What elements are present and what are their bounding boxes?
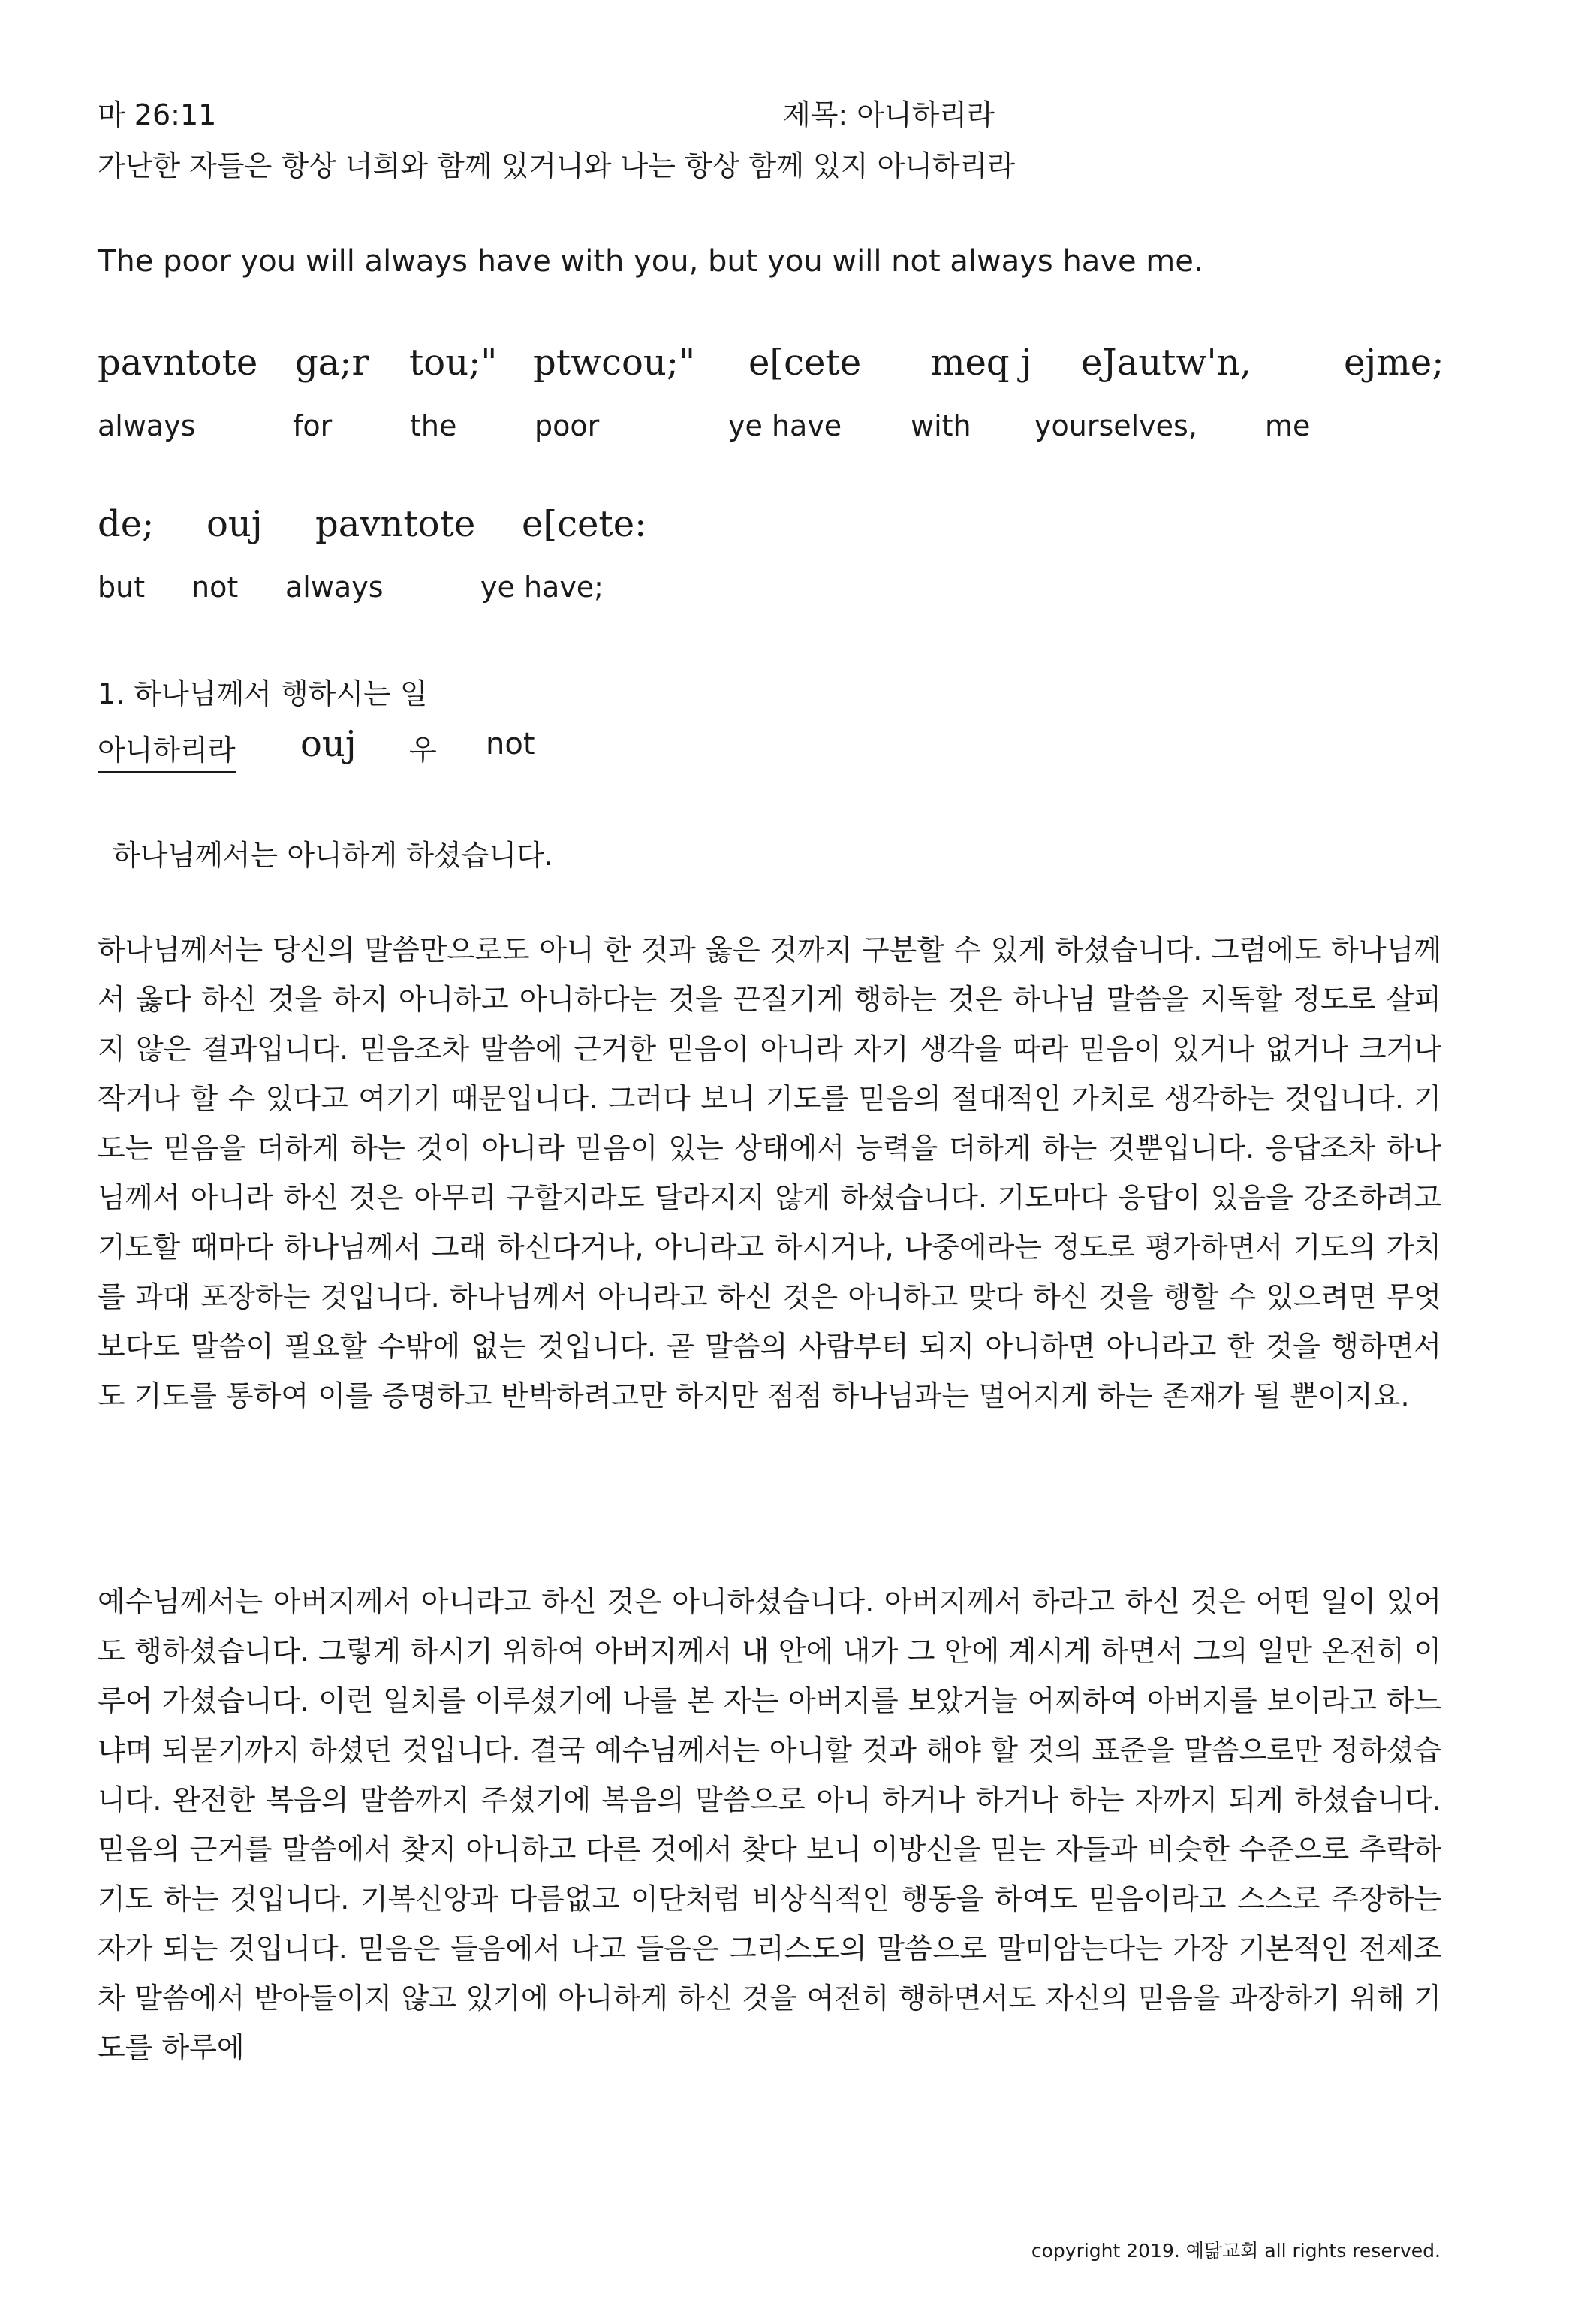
keyword-greek: ouj — [300, 723, 357, 765]
gloss-word: the — [410, 409, 457, 442]
greek-word: eJautw'n, — [1081, 342, 1251, 384]
gloss-word: ye have — [728, 409, 842, 442]
gloss-word: for — [293, 409, 333, 442]
greek-word: pavntote — [315, 503, 476, 545]
greek-word: e[cete: — [522, 503, 647, 545]
section-heading: 1. 하나님께서 행하시는 일 — [98, 677, 428, 710]
gloss-word: not — [191, 571, 239, 604]
greek-word: ptwcou;" — [533, 342, 696, 384]
keyword-english: not — [486, 727, 535, 761]
keyword-pronunciation: 우 — [409, 734, 437, 767]
greek-word: de; — [98, 503, 155, 545]
scripture-reference: 마 26:11 — [98, 98, 217, 131]
gloss-word: with — [911, 409, 971, 442]
sermon-title: 제목: 아니하리라 — [783, 98, 995, 131]
gloss-word: yourselves, — [1034, 409, 1197, 442]
gloss-word: always — [98, 409, 196, 442]
greek-word: ga;r — [295, 342, 369, 384]
greek-word: pavntote — [98, 342, 258, 384]
copyright-footer: copyright 2019. 예닮교회 all rights reserved. — [1031, 2240, 1441, 2262]
body-paragraph: 하나님께서는 당신의 말씀만으로도 아니 한 것과 옳은 것까지 구분할 수 있게 하셨습니다. 그럼에도 하나님께서 옳다 하신 것을 하지 아니하고 아니하다는 것을 끈질기게 행하는 것은 하나님 말씀을 지독할 정도로 살피지 않은 결과입니다. 믿음조차 말씀에 근거한 믿음이 아니라 자기 생각을 따라 믿음이 있거나 없거나 크거나 작거나 할 수 있다고 여기기 때문입니다. 그러다 보니 기도를 믿음의 절대적인 가치로 생각하는 것입니다. 기도는 믿음을 더하게 하는 것이 아니라 믿음이 있는 상태에서 능력을 더하게 하는 것뿐입니다. 응답조차 하나님께서 아니라 하신 것은 아무리 구할지라도 달라지지 않게 하셨습니다. 기도마다 응답이 있음을 강조하려고 기도할 때마다 하나님께서 그래 하신다거나, 아니라고 하시거나, 나중에라는 정도로 평가하면서 기도의 가치를 과대 포장하는 것입니다. 하나님께서 아니라고 하신 것은 아니하고 맞다 하신 것을 행할 수 있으려면 무엇보다도 말씀이 필요할 수밖에 없는 것입니다. 곧 말씀의 사람부터 되지 아니하면 아니라고 한 것을 행하면서도 기도를 통하여 이를 증명하고 반박하려고만 하지만 점점 하나님과는 멀어지게 하는 존재가 될 뿐이지요. — [98, 933, 1441, 1412]
gloss-word: always — [285, 571, 384, 604]
gloss-word: me — [1265, 409, 1311, 442]
gloss-word: ye have; — [480, 571, 604, 604]
verse-korean: 가난한 자들은 항상 너희와 함께 있거니와 나는 항상 함께 있지 아니하리라 — [98, 149, 1016, 182]
gloss-word: but — [98, 571, 146, 604]
body-paragraph: 예수님께서는 아버지께서 아니라고 하신 것은 아니하셨습니다. 아버지께서 하라고 하신 것은 어떤 일이 있어도 행하셨습니다. 그렇게 하시기 위하여 아버지께서 내 안에 내가 그 안에 계시게 하면서 그의 일만 온전히 이루어 가셨습니다. 이런 일치를 이루셨기에 나를 본 자는 아버지를 보았거늘 어찌하여 아버지를 보이라고 하느냐며 되묻기까지 하셨던 것입니다. 결국 예수님께서는 아니할 것과 해야 할 것의 표준을 말씀으로만 정하셨습니다. 완전한 복음의 말씀까지 주셨기에 복음의 말씀으로 아니 하거나 하거나 하는 자까지 되게 하셨습니다. 믿음의 근거를 말씀에서 찾지 아니하고 다른 것에서 찾다 보니 이방신을 믿는 자들과 비슷한 수준으로 추락하기도 하는 것입니다. 기복신앙과 다름없고 이단처럼 비상식적인 행동을 하여도 믿음이라고 스스로 주장하는 자가 되는 것입니다. 믿음은 들음에서 나고 들음은 그리스도의 말씀으로 말미암는다는 가장 기본적인 전제조차 말씀에서 받아들이지 않고 있기에 아니하게 하신 것을 여전히 행하면서도 자신의 믿음을 과장하기 위해 기도를 하루에 — [98, 1585, 1441, 2064]
greek-word: meq j — [931, 342, 1032, 384]
greek-word: ejme; — [1344, 342, 1444, 384]
intro-sentence: 하나님께서는 아니하게 하셨습니다. — [113, 839, 553, 872]
verse-english: The poor you will always have with you, but you will not always have me. — [98, 244, 1203, 279]
greek-word: tou;" — [409, 342, 498, 384]
greek-word: ouj — [206, 503, 263, 545]
greek-word: e[cete — [748, 342, 862, 384]
gloss-word: poor — [535, 409, 600, 442]
keyword-korean: 아니하리라 — [98, 727, 236, 773]
